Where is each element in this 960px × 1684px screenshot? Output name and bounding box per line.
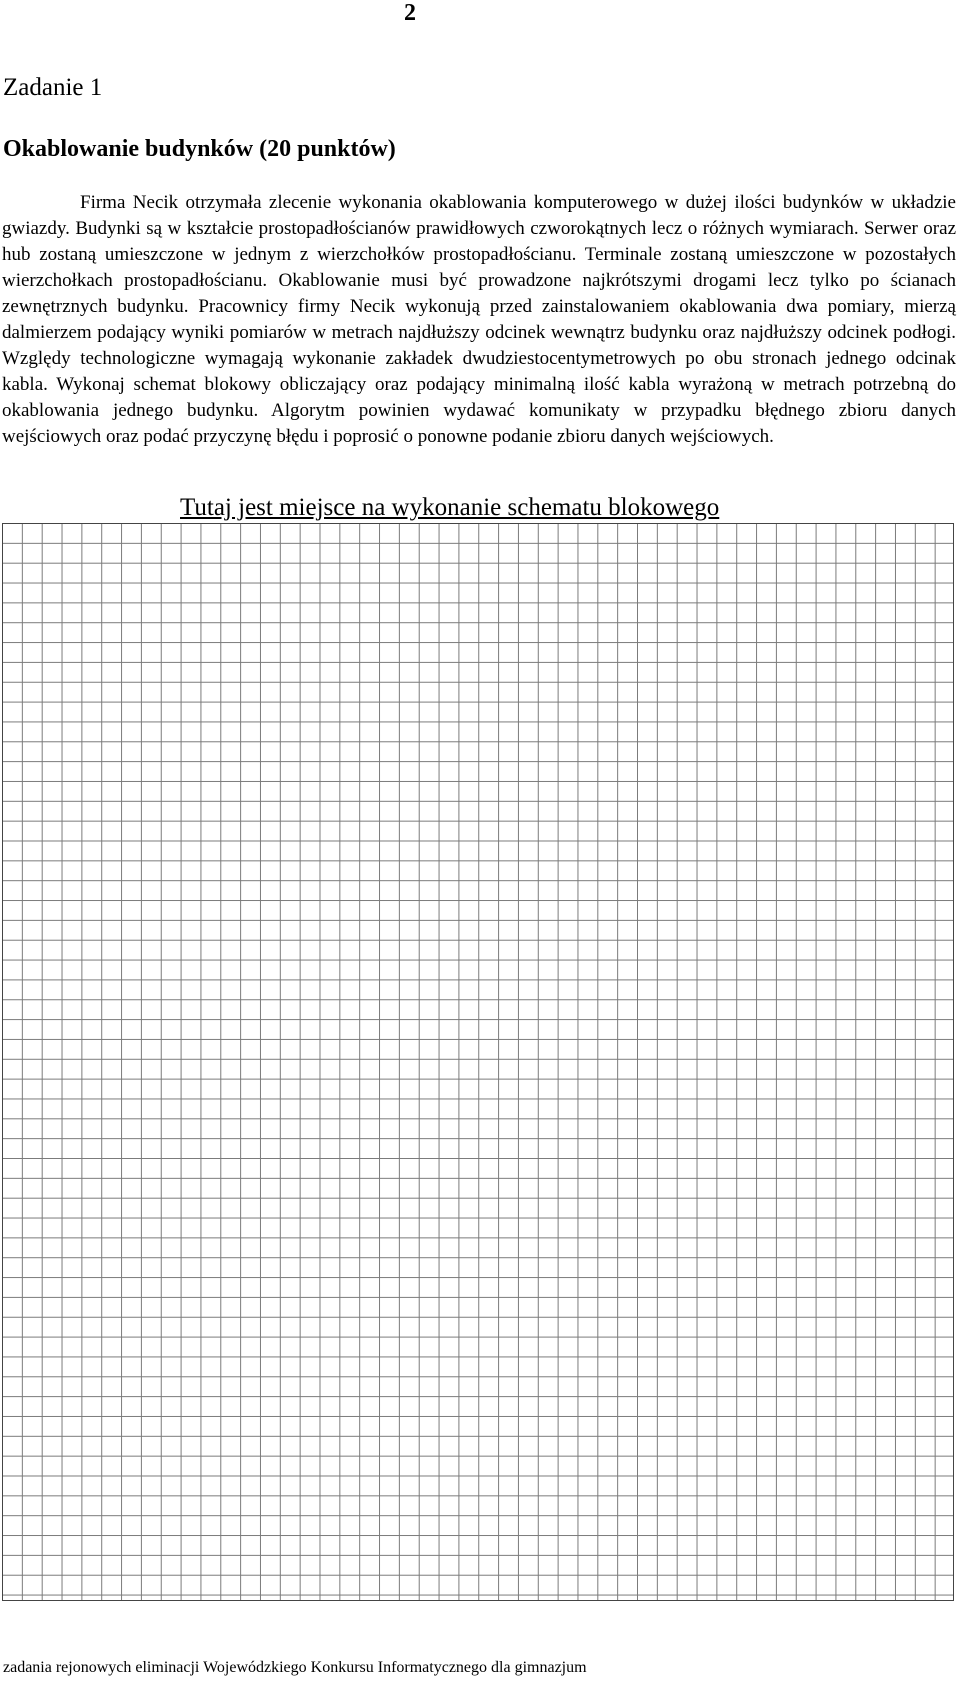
flowchart-grid-area xyxy=(2,523,954,1601)
task-title: Zadanie 1 xyxy=(3,74,103,101)
task-description: Firma Necik otrzymała zlecenie wykonania okablowania komputerowego w dużej ilości budynków w układzie gwiazdy. Budynki są w kształcie prostopadłościanów prawidłowych czworokątnych lecz o różnych wymiarach. Serwer oraz hub zostaną umieszczone w jednym z wierzchołków prostopadłościanu. Terminale zostaną umieszczone w pozostałych wierzchołkach prostopadłościanu. Okablowanie musi być prowadzone najkrótszymi drogami lecz tylko po ścianach zewnętrznych budynku. Pracownicy firmy Necik wykonują przed zainstalowaniem okablowania dwa pomiary, mierzą dalmierzem podający wyniki pomiarów w metrach najdłuższy odcinek wewnątrz budynku oraz najdłuższy odcinek podłogi. Względy technologiczne wymagają wykonanie zakładek dwudziestocentymetrowych po obu stronach jednego odcinak kabla. Wykonaj schemat blokowy obliczający oraz podający minimalną ilość kabla wyrażoną w metrach potrzebną do okablowania jednego budynku. Algorytm powinien wydawać komunikaty w przypadku błędnego zbioru danych wejściowych oraz podać przyczynę błędu i poprosić o ponowne podanie zbioru danych wejściowych. xyxy=(2,192,956,447)
page-footer: zadania rejonowych eliminacji Wojewódzkiego Konkursu Informatycznego dla gimnazjum xyxy=(3,1659,587,1676)
grid-heading: Tutaj jest miejsce na wykonanie schematu blokowego xyxy=(180,494,720,521)
section-title: Okablowanie budynków (20 punktów) xyxy=(3,136,396,162)
page-number: 2 xyxy=(404,0,416,26)
